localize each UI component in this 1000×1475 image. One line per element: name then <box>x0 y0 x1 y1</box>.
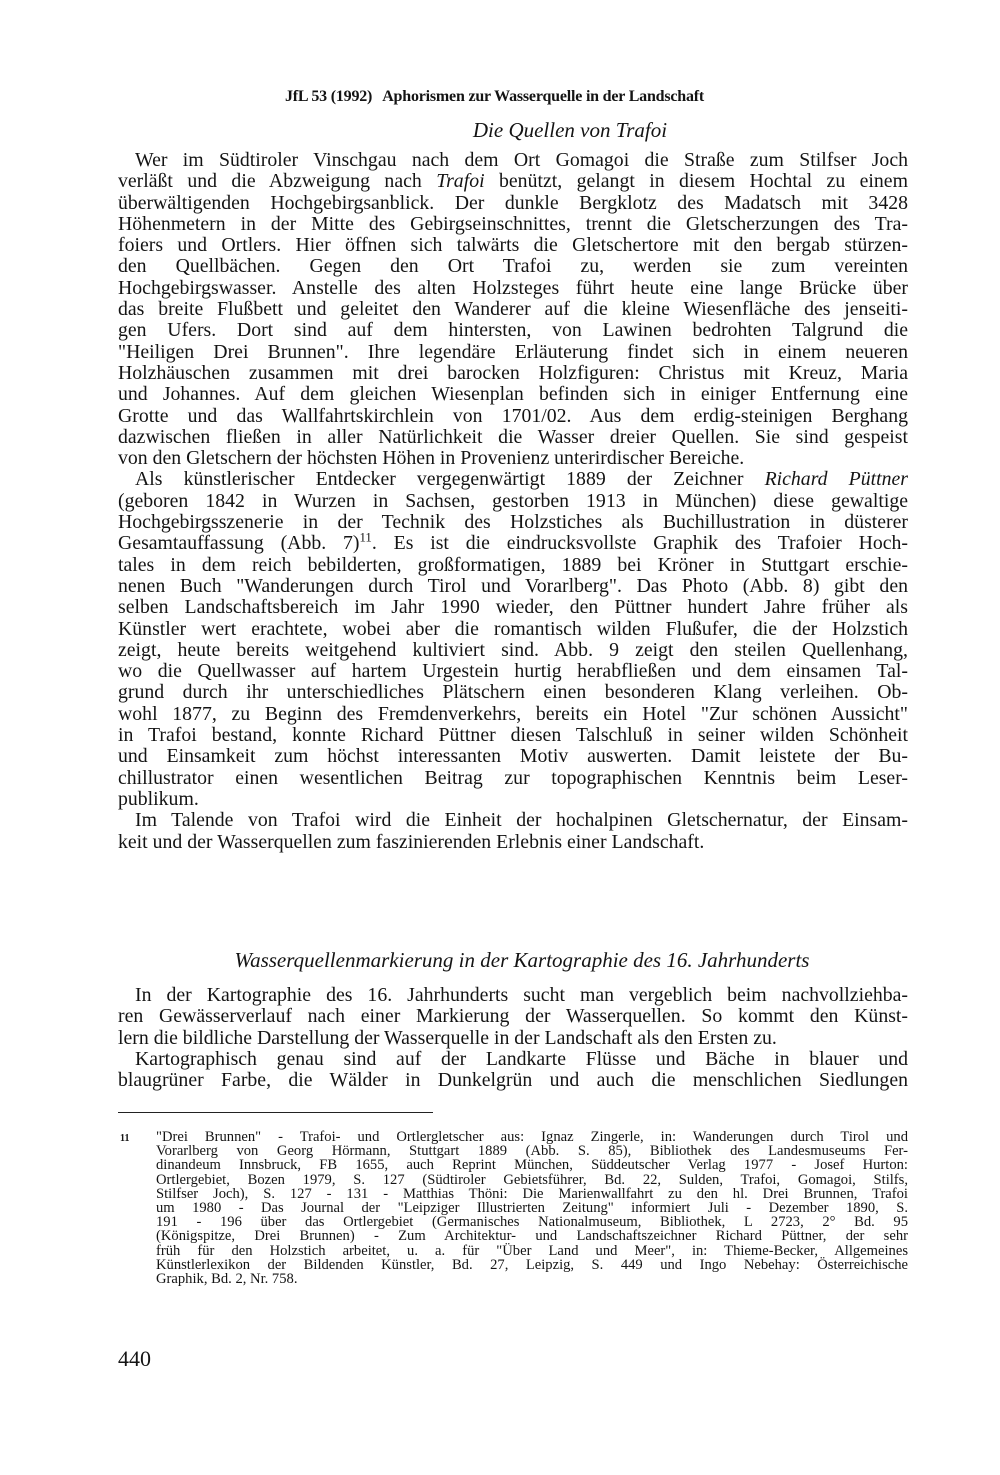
paragraph-line: foiers und Ortlers. Hier öffnen sich talwärts die Gletschertore mit den bergab stürzen- <box>118 234 908 257</box>
paragraph-line: das breite Flußbett und geleitet den Wanderer auf die kleine Wiesenfläche des jenseiti- <box>118 298 908 321</box>
paragraph-line <box>118 530 909 555</box>
footnote-line: 191 - 196 über das Ortlergebiet (Germanisches Nationalmuseum, Bibliothek, L 2723, 2° Bd. 95 <box>156 1214 908 1231</box>
footnote-marker: 11 <box>120 1133 130 1144</box>
paragraph-line: gen Ufers. Dort sind auf dem hintersten, von Lawinen bedrohten Talgrund die <box>118 319 908 342</box>
paragraph-line: Hochgebirgswasser. Anstelle des alten Holzsteges führt heute eine lange Brücke über <box>118 276 908 299</box>
paragraph-line: tales in dem reich bebilderten, großformatigen, 1889 bei Kröner in Stuttgart erschie- <box>118 553 908 576</box>
journal-reference: JfL 53 (1992) <box>285 88 373 105</box>
paragraph-line: In der Kartographie des 16. Jahrhunderts sucht man vergeblich beim nachvollziehba- <box>135 984 908 1006</box>
paragraph-line: publikum. <box>118 787 199 810</box>
footnote-line: früh für den Holzstich arbeitet, u. a. für "Über Land und Meer", in: Thieme-Becker, Allgemeines <box>156 1242 908 1259</box>
footnote-line: Graphik, Bd. 2, Nr. 758. <box>156 1270 298 1287</box>
paragraph-line: blaugrüner Farbe, die Wälder in Dunkelgrün und auch die menschlichen Siedlungen <box>118 1069 908 1092</box>
footnote-line: Ortlergebiet, Bozen 1979, S. 127 (Südtiroler Gebietsführer, Bd. 22, Sulden, Trafoi, Gomagoi, Stilfs, <box>156 1171 908 1188</box>
section-body-cartography <box>118 985 908 1091</box>
header-title: Aphorismen zur Wasserquelle in der Landschaft <box>382 88 705 105</box>
line-text: . Es ist die eindrucksvollste Graphik des Trafoier Hoch- <box>371 532 909 555</box>
paragraph-line: Holzhäuschen zusammen mit drei barocken Holzfiguren: Christus mit Kreuz, Maria <box>118 361 908 384</box>
section-title-trafoi: Die Quellen von Trafoi <box>472 118 668 142</box>
section-body-trafoi <box>118 150 908 853</box>
paragraph-line: ren Gewässerverlauf nach einer Markierung der Wasserquellen. So kommt den Künst- <box>118 1005 908 1028</box>
footnote-line: Künstlerlexikon der Bildenden Künstler, Bd. 27, Leipzig, S. 449 und Ingo Nebehay: Österreichische <box>156 1256 908 1273</box>
paragraph-line: Künstler wert erachtete, wobei aber die romantisch wilden Flußufer, die der Holzstich <box>118 617 908 640</box>
paragraph-line: wohl 1877, zu Beginn des Fremdenverkehrs, bereits ein Hotel "Zur schönen Aussicht" <box>118 702 908 725</box>
paragraph-line: den Quellbächen. Gegen den Ort Trafoi zu, werden sie zum vereinten <box>118 255 908 278</box>
page-number: 440 <box>118 1346 151 1371</box>
paragraph-line <box>118 469 908 490</box>
footnote-reference[interactable]: 11 <box>359 530 372 545</box>
footnote-line: um 1980 - Das Journal der "Leipziger Illustrierten Zeitung" informiert Juli - Dezember 1890, S. <box>156 1199 908 1216</box>
paragraph-line: Kartographisch genau sind auf der Landkarte Flüsse und Bäche in blauer und <box>135 1047 908 1070</box>
paragraph-line: dazwischen fließen in aller Natürlichkeit die Wasser dreier Quellen. Sie sind gespeist <box>118 425 908 448</box>
line-text: Gesamtauffassung (Abb. 7) <box>118 532 360 555</box>
line-text: Als künstlerischer Entdecker vergegenwärtigt 1889 der Zeichner <box>135 468 765 491</box>
footnote-line: Vorarlberg von Georg Hörmann, Stuttgart 1889 (Abb. S. 85), Bibliothek des Landesmuseums Fer- <box>156 1143 908 1160</box>
paragraph-line <box>118 171 908 192</box>
paragraph-line: Grotte und das Wallfahrtskirchlein von 1701/02. Aus dem erdig-steinigen Berghang <box>118 404 908 427</box>
footnote-separator <box>118 1112 433 1113</box>
footnote-text <box>156 1130 908 1286</box>
paragraph-line: keit und der Wasserquellen zum faszinierenden Erlebnis einer Landschaft. <box>118 830 705 853</box>
footnote-line: Stilfser Joch), S. 127 - 131 - Matthias Thöni: Die Marienwallfahrt zu den hl. Drei Brunnen, Trafoi <box>156 1185 908 1202</box>
line-text: verläßt und die Abzweigung nach <box>118 170 437 193</box>
paragraph-line: (geboren 1842 in Wurzen in Sachsen, gestorben 1913 in München) diese gewaltige <box>118 489 908 512</box>
paragraph-line: selben Landschaftsbereich im Jahr 1990 wieder, den Püttner hundert Jahre früher als <box>118 596 908 619</box>
paragraph-line: lern die bildliche Darstellung der Wasserquelle in der Landschaft als den Ersten zu. <box>118 1026 777 1049</box>
paragraph-line: Wer im Südtiroler Vinschgau nach dem Ort Gomagoi die Straße zum Stilfser Joch <box>135 149 908 171</box>
paragraph-line: überwältigenden Hochgebirgsanblick. Der dunkle Bergklotz des Madatsch mit 3428 <box>118 191 908 214</box>
paragraph-line: zeigt, heute bereits weitgehend kultiviert sind. Abb. 9 zeigt den steilen Quellenhang, <box>118 638 908 661</box>
footnote-line: "Drei Brunnen" - Trafoi- und Ortlergletscher aus: Ignaz Zingerle, in: Wanderungen durch Tirol und <box>156 1129 908 1145</box>
paragraph-line: Im Talende von Trafoi wird die Einheit der hochalpinen Gletschernatur, der Einsam- <box>135 809 908 832</box>
line-text: benützt, gelangt in diesem Hochtal zu einem <box>484 170 908 193</box>
paragraph-line: in Trafoi bestand, konnte Richard Püttner diesen Talschluß in seiner wilden Schönheit <box>118 724 908 747</box>
paragraph-line: nenen Buch "Wanderungen durch Tirol und Vorarlberg". Das Photo (Abb. 8) gibt den <box>118 574 908 597</box>
paragraph-line: chillustrator einen wesentlichen Beitrag zur topographischen Kenntnis beim Leser- <box>118 766 908 789</box>
section-title-cartography: Wasserquellenmarkierung in der Kartographie des 16. Jahrhunderts <box>234 948 810 972</box>
paragraph-line: wo die Quellwasser auf hartem Urgestein hurtig herabfließen und dem einsamen Tal- <box>118 660 908 683</box>
paragraph-line: und Johannes. Auf dem gleichen Wiesenplan befinden sich in einiger Entfernung eine <box>118 383 908 406</box>
paragraph-line: Höhenmetern in der Mitte des Gebirgseinschnittes, trennt die Gletscherzungen des Tra- <box>118 212 908 235</box>
paragraph-line: "Heiligen Drei Brunnen". Ihre legendäre Erläuterung findet sich in einem neueren <box>118 340 908 363</box>
paragraph-line: grund durch ihr unterschiedliches Plätschern einen besonderen Klang verleihen. Ob- <box>118 681 908 704</box>
running-header <box>285 88 704 106</box>
footnote-line: (Königspitze, Drei Brunnen) - Zum Architektur- und Landschaftszeichner Richard Püttner, der sehr <box>156 1228 908 1245</box>
italic-name: Richard Püttner <box>764 468 908 491</box>
footnote-line: dinandeum Innsbruck, FB 1655, auch Reprint München, Süddeutscher Verlag 1977 - Josef Hurton: <box>156 1157 908 1174</box>
italic-name: Trafoi <box>436 170 485 193</box>
paragraph-line: und Einsamkeit zum höchst interessanten Motiv auswerten. Damit leistete der Bu- <box>118 745 908 768</box>
paragraph-line: von den Gletschern der höchsten Höhen in Provenienz unterirdischer Bereiche. <box>118 447 745 470</box>
paragraph-line: Hochgebirgsszenerie in der Technik des Holzstiches als Buchillustration in düsterer <box>118 511 908 534</box>
